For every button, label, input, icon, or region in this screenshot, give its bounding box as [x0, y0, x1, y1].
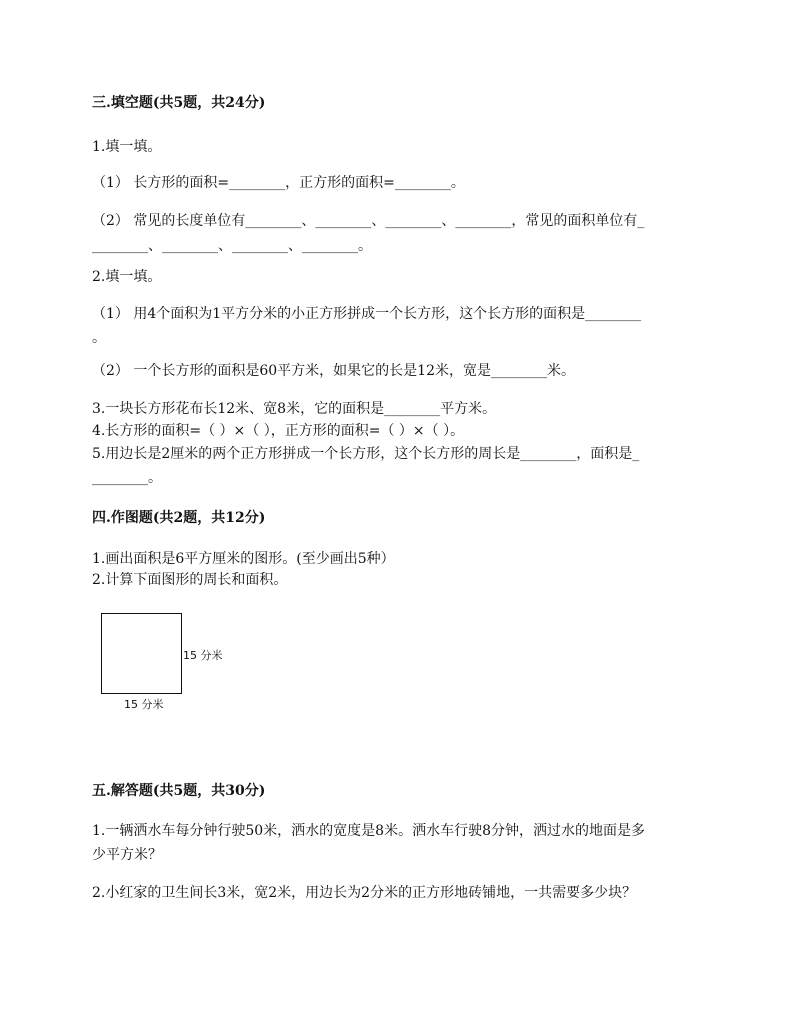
- square-side-label-bottom: 15 分米: [124, 698, 164, 711]
- section3-q1-part1: （1） 长方形的面积=________，正方形的面积=________。: [92, 175, 465, 191]
- section4-q2: 2.计算下面图形的周长和面积。: [92, 572, 288, 588]
- section5-q1-line2: 少平方米？: [92, 847, 162, 863]
- section3-q2-part2: （2） 一个长方形的面积是60平方米，如果它的长是12米，宽是________米。: [92, 363, 575, 379]
- section5-heading: 五.解答题(共5题，共30分): [92, 783, 266, 799]
- section3-q2-part1-line1: （1） 用4个面积为1平方分米的小正方形拼成一个长方形，这个长方形的面积是________: [92, 306, 642, 322]
- section3-q1-part2-line2: ________、________、________、________。: [92, 238, 372, 254]
- section3-q4: 4.长方形的面积=（ ）×（ ），正方形的面积=（ ）×（ ）。: [92, 423, 465, 439]
- section4-heading: 四.作图题(共2题，共12分): [92, 510, 266, 526]
- section3-heading: 三.填空题(共5题，共24分): [92, 95, 266, 111]
- section3-q2-part1-line2: 。: [92, 330, 106, 346]
- section5-q1-line1: 1.一辆洒水车每分钟行驶50米，洒水的宽度是8米。洒水车行驶8分钟，洒过水的地面是多: [92, 823, 645, 839]
- section3-q1-part2-line1: （2） 常见的长度单位有________、________、________、________，常见的面积单位有_: [92, 213, 645, 229]
- square-side-label-right: 15 分米: [183, 649, 223, 662]
- section3-q3: 3.一块长方形花布长12米、宽8米，它的面积是________平方米。: [92, 401, 497, 417]
- section4-q1: 1.画出面积是6平方厘米的图形。(至少画出5种）: [92, 551, 395, 567]
- section5-q2: 2.小红家的卫生间长3米，宽2米，用边长为2分米的正方形地砖铺地，一共需要多少块？: [92, 885, 637, 901]
- section3-q5-line1: 5.用边长是2厘米的两个正方形拼成一个长方形，这个长方形的周长是________，面积是_: [92, 446, 640, 462]
- section3-q2-title: 2.填一填。: [92, 269, 162, 285]
- section3-q5-line2: ________。: [92, 470, 162, 486]
- square-figure: [101, 613, 182, 694]
- section3-q1-title: 1.填一填。: [92, 139, 162, 155]
